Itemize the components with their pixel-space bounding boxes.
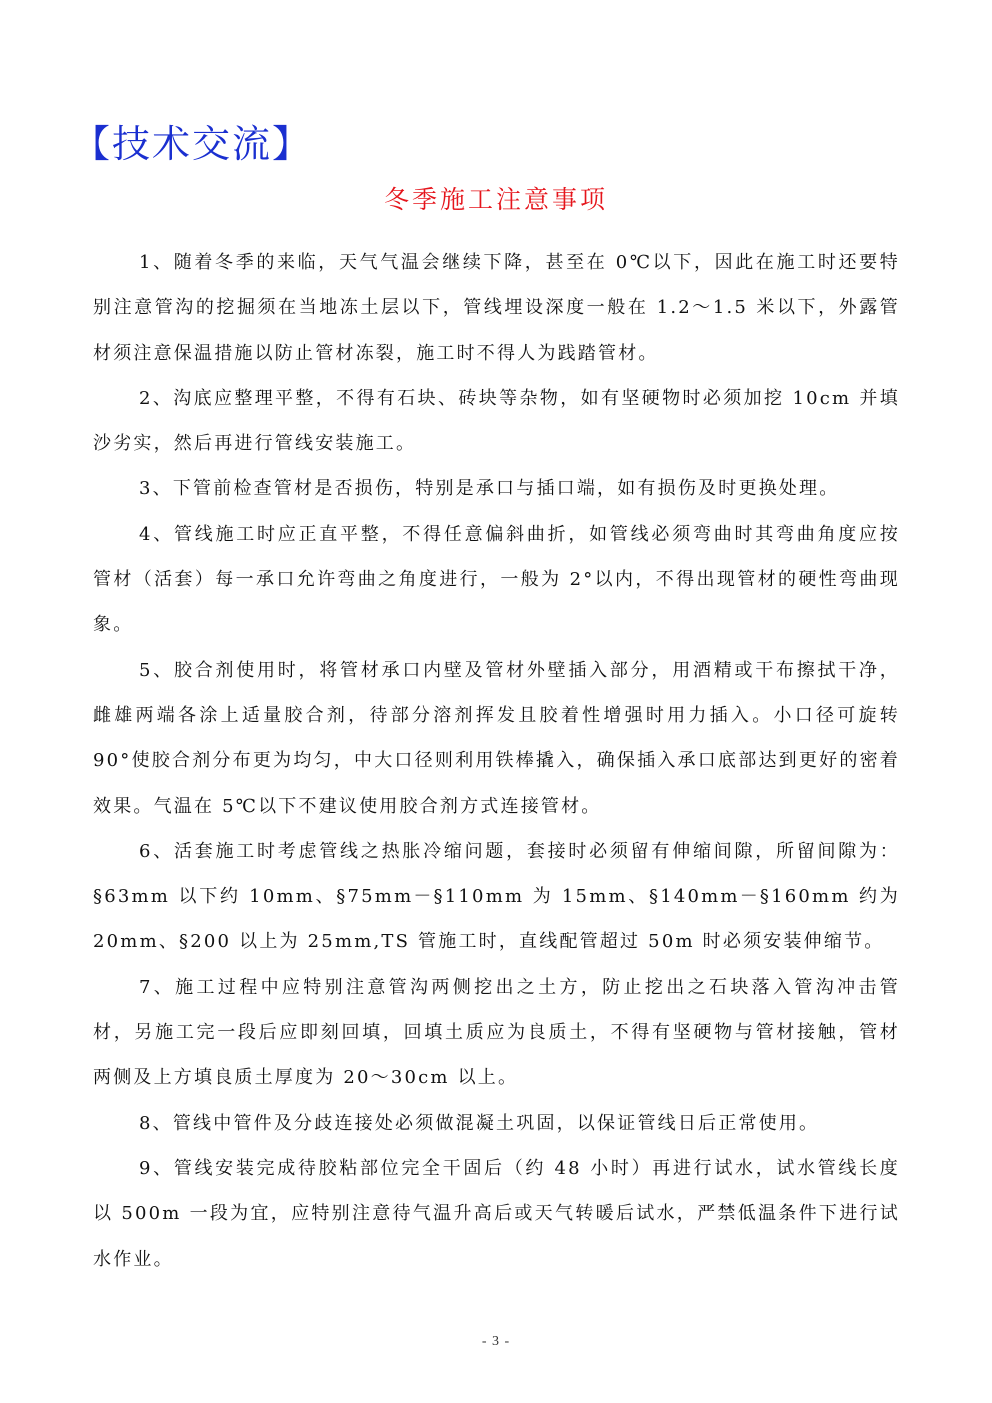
paragraph-7: 7、施工过程中应特别注意管沟两侧挖出之土方，防止挖出之石块落入管沟冲击管材，另施工完一段后应即刻回填，回填土质应为良质土，不得有坚硬物与管材接触，管材两侧及上方填良质土厚度为 20～30cm 以上。 [93, 976, 900, 1089]
paragraph-6: 6、活套施工时考虑管线之热胀冷缩问题，套接时必须留有伸缩间隙，所留间隙为：§63mm 以下约 10mm、§75mm－§110mm 为 15mm、§140mm－§160mm 约为 20mm、§200 以上为 25mm,TS 管施工时，直线配管超过 50m 时必须安装伸缩节。 [93, 840, 900, 953]
paragraph-8: 8、管线中管件及分歧连接处必须做混凝土巩固，以保证管线日后正常使用。 [139, 1112, 820, 1134]
paragraph-2: 2、沟底应整理平整，不得有石块、砖块等杂物，如有坚硬物时必须加挖 10cm 并填沙劣实，然后再进行管线安装施工。 [93, 387, 900, 455]
document-title: 冬季施工注意事项 [383, 185, 608, 214]
page-number: - 3 - [481, 1334, 511, 1349]
paragraph-3: 3、下管前检查管材是否损伤，特别是承口与插口端，如有损伤及时更换处理。 [139, 478, 840, 500]
section-tag: 【技术交流】 [72, 122, 313, 166]
document-body [93, 240, 900, 1282]
paragraph-1: 1、随着冬季的来临，天气气温会继续下降，甚至在 0℃以下，因此在施工时还要特别注意管沟的挖掘须在当地冻土层以下，管线埋设深度一般在 1.2～1.5 米以下，外露管材须注意保温措施以防止管材冻裂，施工时不得人为践踏管材。 [93, 252, 900, 364]
paragraph-5: 5、胶合剂使用时，将管材承口内壁及管材外壁插入部分，用酒精或干布擦拭干净，雌雄两端各涂上适量胶合剂，待部分溶剂挥发且胶着性增强时用力插入。小口径可旋转 90°使胶合剂分布更为均匀，中大口径则利用铁棒撬入，确保插入承口底部达到更好的密着效果。气温在 5℃以下不建议使用胶合剂方式连接管材。 [93, 659, 900, 817]
paragraph-9: 9、管线安装完成待胶粘部位完全干固后（约 48 小时）再进行试水，试水管线长度以 500m 一段为宜，应特别注意待气温升高后或天气转暖后试水，严禁低温条件下进行试水作业。 [93, 1157, 900, 1270]
paragraph-4: 4、管线施工时应正直平整，不得任意偏斜曲折，如管线必须弯曲时其弯曲角度应按管材（活套）每一承口允许弯曲之角度进行，一般为 2°以内，不得出现管材的硬性弯曲现象。 [93, 523, 900, 636]
